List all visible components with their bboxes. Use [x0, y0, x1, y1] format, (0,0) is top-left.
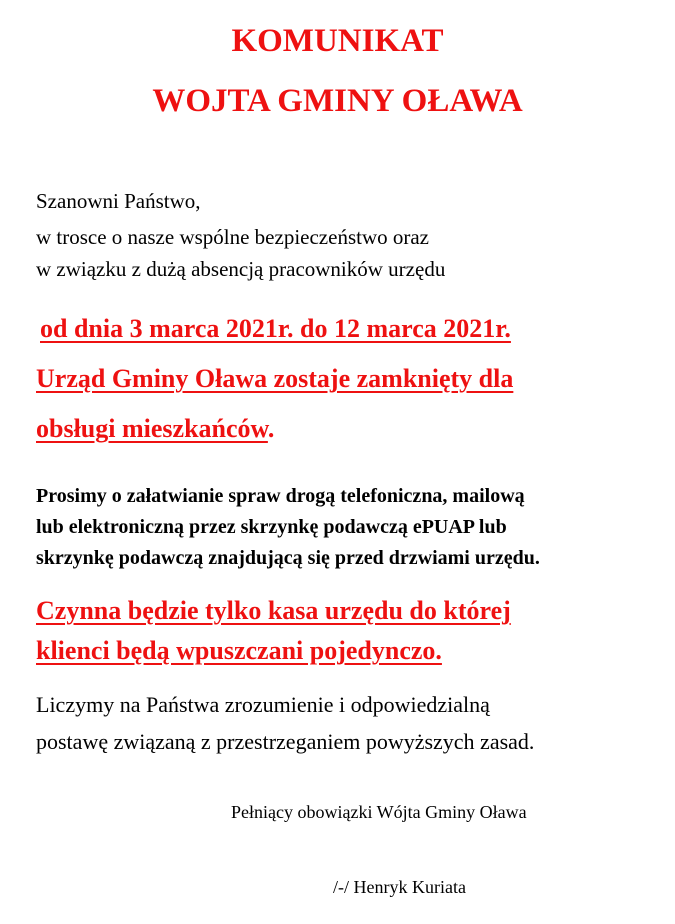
intro-line-2: w związku z dużą absencją pracowników urzędu	[36, 257, 446, 281]
closure-line-2-wrap	[36, 416, 274, 442]
signature-role: Pełniący obowiązki Wójta Gminy Oława	[231, 802, 527, 822]
closure-dates: od dnia 3 marca 2021r. do 12 marca 2021r.	[40, 314, 511, 343]
closing-line-2: postawę związaną z przestrzeganiem powyższych zasad.	[36, 729, 535, 754]
closure-line-2: obsługi mieszkańców	[36, 414, 268, 443]
title-line-2: WOJTA GMINY OŁAWA	[152, 83, 523, 119]
cashier-line-1: Czynna będzie tylko kasa urzędu do której	[36, 596, 511, 625]
request-line-2: lub elektroniczną przez skrzynkę podawczą ePUAP lub	[36, 516, 507, 538]
closure-line-2-tail: .	[267, 414, 275, 443]
signature-name: /-/ Henryk Kuriata	[333, 877, 466, 897]
greeting: Szanowni Państwo,	[36, 189, 201, 213]
request-line-3: skrzynkę podawczą znajdującą się przed drzwiami urzędu.	[36, 547, 540, 569]
closure-line-1: Urząd Gminy Oława zostaje zamknięty dla	[36, 364, 514, 393]
cashier-line-2: klienci będą wpuszczani pojedynczo.	[36, 636, 442, 665]
closing-line-1: Liczymy na Państwa zrozumienie i odpowiedzialną	[36, 692, 490, 717]
request-line-1: Prosimy o załatwianie spraw drogą telefoniczna, mailową	[36, 485, 525, 507]
intro-line-1: w trosce o nasze wspólne bezpieczeństwo oraz	[36, 225, 430, 249]
title-line-1: KOMUNIKAT	[231, 23, 444, 59]
